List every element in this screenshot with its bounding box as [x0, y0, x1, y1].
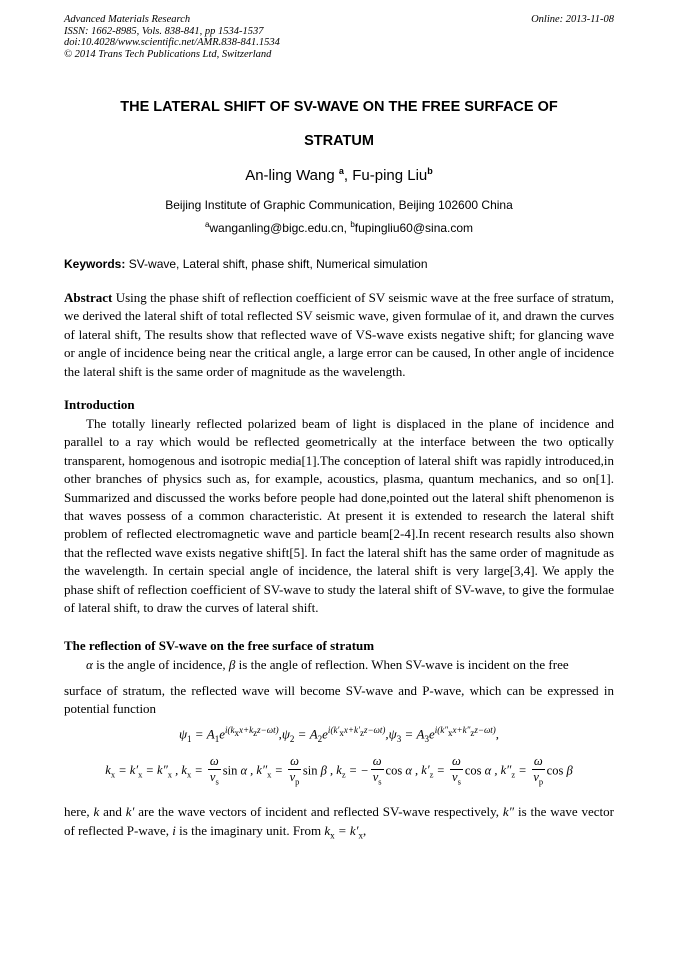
section-paragraph-3: here, k and k′ are the wave vectors of incident and reflected SV-wave respectively, k″ is the wave vector of reflected P-wave, i is the imaginary unit. From $k_x = k'_x$,	[64, 804, 614, 841]
abstract	[64, 289, 614, 381]
section-reflection-heading: The reflection of SV-wave on the free surface of stratum	[64, 637, 375, 653]
title-line-1: THE LATERAL SHIFT OF SV-WAVE ON THE FREE SURFACE OF	[120, 99, 558, 115]
beta-symbol: β	[228, 656, 236, 672]
author-2-mark: b	[427, 166, 433, 176]
email-1-mark: a	[204, 220, 210, 229]
author-separator: ,	[343, 167, 353, 184]
wave-vector-equation: $k_x = k'_x = k''_x$ , $k_x$ = $\frac{\omega}{v_s}$ sin α , $k''_x$ = $\frac{\omega}{v_p}$ sin β , $k_z$ = − $\frac{\omega}{v_s}$ cos α , $k'_z$ = $\frac{\omega}{v_s}$ cos α , $k''_z$ = $\frac{\omega}{v_p}$ cos β	[105, 753, 573, 787]
author-1: An-ling Wang	[245, 167, 335, 184]
p3-text-c: are the wave vectors of incident and reflected SV-wave respectively,	[134, 804, 503, 820]
p3-text-e: is the imaginary unit. From	[175, 822, 325, 838]
intro-paragraph: The totally linearly reflected polarized beam of light is displaced in the plane of incidence and parallel to a ray which would be reflected geometrically at the interface between the two optically transparent, homogenous and isotropic media[1].The conception of lateral shift was rapidly introduced,in other branches of physics such as, for example, acoustics, plasma, quantum mechanics, and so on[1]. Summarized and discussed the works before people had done,pointed out the lateral shift phenomenon is that waves possess of a common characteristic. At present it is extended to research the lateral shift problem of reflected electromagnetic wave and particle beam[2-4].In recent research results also shown that the reflected wave exists negative shift[5]. In fact the lateral shift has the same order of magnitude as the wavelength. In certain special angle of incidence, the lateral shift is very large[3,4]. We apply the phase shift of reflection coefficient of SV-wave to study the lateral shift of SV-wave, to give the formulae of lateral shift, to draw the curves of lateral shift.	[64, 416, 614, 616]
k-symbol: k	[93, 804, 100, 820]
p1-text-a: is the angle of incidence,	[92, 656, 229, 672]
affiliation: Beijing Institute of Graphic Communication, Beijing 102600 China	[165, 198, 513, 212]
copyright-line: © 2014 Trans Tech Publications Ltd, Switzerland	[64, 48, 272, 60]
keywords-text: SV-wave, Lateral shift, phase shift, Numerical simulation	[125, 257, 428, 271]
p3-text-d: is the wave vector of reflected P-wave,	[64, 804, 614, 838]
keywords	[64, 257, 614, 271]
kx-equality: $k_x = k'_x$	[324, 822, 363, 841]
author-2: Fu-ping Liu	[352, 167, 428, 184]
journal-header	[64, 14, 614, 60]
title-line-2: STRATUM	[304, 133, 374, 149]
p3-text-b: and	[99, 804, 126, 820]
abstract-label: Abstract	[64, 290, 113, 305]
author-1-mark: a	[338, 166, 344, 176]
author-line	[64, 166, 614, 184]
doi-line: doi:10.4028/www.scientific.net/AMR.838-841.1534	[64, 37, 280, 48]
issn-line: ISSN: 1662-8985, Vols. 838-841, pp 1534-1537	[64, 25, 264, 37]
k-prime-symbol: k′	[125, 804, 135, 820]
journal-name: Advanced Materials Research	[64, 14, 191, 25]
abstract-text: Using the phase shift of reflection coefficient of SV seismic wave at the free surface of stratum, we derived the lateral shift of total reflected SV seismic wave, given formulae of it, and drawn the curves of lateral shift, The results show that reflected wave of VS-wave exists negative shift; for glancing wave or angle of incidence being near the critical angle, a large error can be caused, In other angle of incidence the lateral shift is the same order of magnitude as the wavelength.	[64, 290, 614, 379]
p1-text-b: is the angle of reflection. When SV-wave is incident on the free	[235, 656, 569, 672]
email-2: fupingliu60@sina.com	[354, 221, 474, 235]
email-2-mark: b	[350, 220, 355, 229]
p3-text-a: here,	[64, 804, 94, 820]
section-paragraph-1	[64, 656, 614, 674]
email-line	[64, 220, 614, 235]
potential-function-equation: $\psi_1 = A_1e^{i(k_xx+k_zz-\omega t)},\psi_2 = A_2e^{i(k'_xx+k'_zz-\omega t)},\psi_3 = A_3e^{i(k''_xx+k''_zz-\omega t)}$,	[178, 724, 500, 744]
i-symbol: i	[172, 822, 176, 838]
online-date: Online: 2013-11-08	[531, 14, 614, 25]
keywords-label: Keywords:	[64, 257, 126, 271]
paper-title	[64, 90, 614, 158]
alpha-symbol: α	[86, 656, 93, 672]
section-paragraph-2: surface of stratum, the reflected wave will become SV-wave and P-wave, which can be expressed in potential function	[64, 682, 614, 717]
email-1: wanganling@bigc.edu.cn,	[209, 221, 351, 235]
intro-heading: Introduction	[64, 397, 135, 413]
k-double-prime-symbol: k″	[502, 804, 515, 820]
paper-page	[64, 14, 614, 845]
